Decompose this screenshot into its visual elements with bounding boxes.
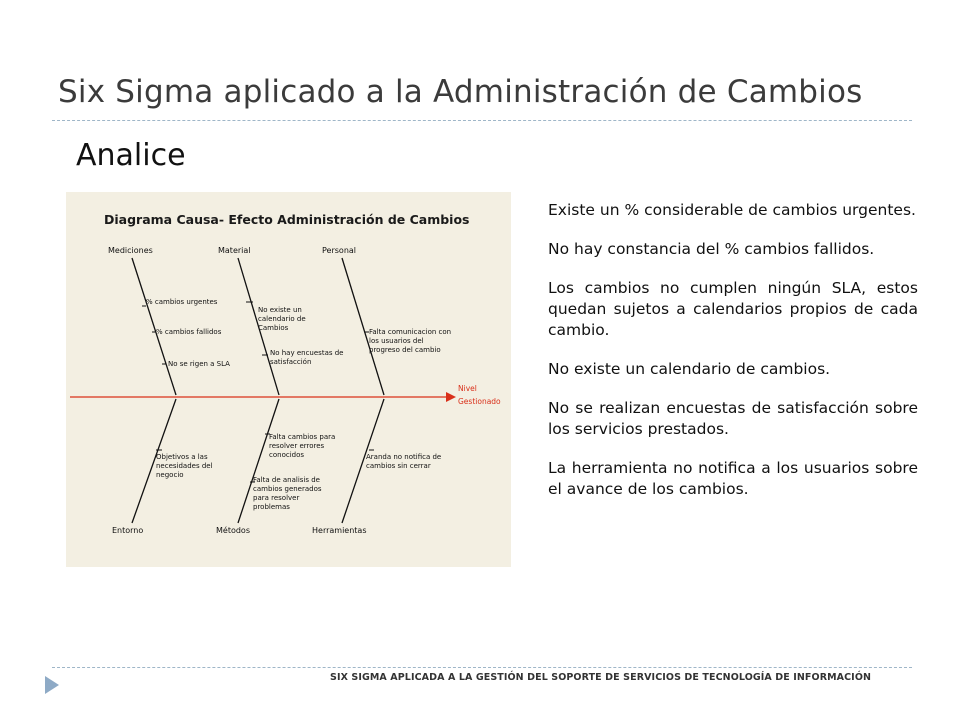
cause-personal-1-line3: progreso del cambio xyxy=(369,346,441,354)
footer-divider xyxy=(52,667,912,668)
cause-personal-1-line1: Falta comunicacion con xyxy=(369,328,452,336)
cause-metodos-1-line1: Falta cambios para xyxy=(269,433,336,441)
cause-material-2-line2: satisfacción xyxy=(270,358,312,366)
cause-personal-1-line2: los usuarios del xyxy=(369,337,424,345)
category-material: Material xyxy=(218,246,251,255)
effect-label-line2: Gestionado xyxy=(458,397,501,406)
bone-herramientas xyxy=(342,399,384,523)
footer-text: SIX SIGMA APLICADA A LA GESTIÓN DEL SOPORTE DE SERVICIOS DE TECNOLOGÍA DE INFORMACIÓN xyxy=(330,672,872,683)
category-mediciones: Mediciones xyxy=(108,246,153,255)
cause-mediciones-1: % cambios urgentes xyxy=(146,298,218,306)
effect-label-line1: Nivel xyxy=(458,384,477,393)
cause-herramientas-1-line1: Aranda no notifica de xyxy=(366,453,442,461)
cause-material-2-line1: No hay encuestas de xyxy=(270,349,344,357)
cause-metodos-2-line1: Falta de analisis de xyxy=(253,476,320,484)
fishbone-diagram xyxy=(66,192,511,567)
category-metodos: Métodos xyxy=(216,526,250,535)
bone-entorno xyxy=(132,399,176,523)
category-personal: Personal xyxy=(322,246,357,255)
category-entorno: Entorno xyxy=(112,526,144,535)
finding-3: Los cambios no cumplen ningún SLA, estos quedan sujetos a calendarios propios de cada cambio. xyxy=(548,279,918,339)
cause-material-1-line3: Cambios xyxy=(258,324,289,332)
cause-mediciones-2: % cambios fallidos xyxy=(156,328,222,336)
cause-entorno-1-line1: Objetivos a las xyxy=(156,453,208,461)
cause-metodos-2-line2: cambios generados xyxy=(253,485,322,493)
cause-material-1-line2: calendario de xyxy=(258,315,306,323)
cause-metodos-1-line2: resolver errores xyxy=(269,442,325,450)
bone-mediciones xyxy=(132,258,176,395)
cause-metodos-1-line3: conocidos xyxy=(269,451,305,459)
finding-6: La herramienta no notifica a los usuarios sobre el avance de los cambios. xyxy=(548,459,918,498)
cause-metodos-2-line3: para resolver xyxy=(253,494,300,502)
category-herramientas: Herramientas xyxy=(312,526,367,535)
diagram-title: Diagrama Causa- Efecto Administración de Cambios xyxy=(104,212,470,227)
cause-mediciones-3: No se rigen a SLA xyxy=(168,360,230,368)
cause-entorno-1-line3: negocio xyxy=(156,471,184,479)
slide-title: Six Sigma aplicado a la Administración de Cambios xyxy=(58,74,863,110)
title-divider xyxy=(52,120,912,121)
section-subtitle: Analice xyxy=(76,138,186,173)
triangle-bullet-icon xyxy=(45,676,59,694)
spine-arrowhead xyxy=(446,392,456,402)
findings-list xyxy=(548,200,918,518)
cause-entorno-1-line2: necesidades del xyxy=(156,462,213,470)
finding-2: No hay constancia del % cambios fallidos. xyxy=(548,240,875,258)
cause-metodos-2-line4: problemas xyxy=(253,503,290,511)
bone-personal xyxy=(342,258,384,395)
cause-material-1-line1: No existe un xyxy=(258,306,302,314)
finding-1: Existe un % considerable de cambios urgentes. xyxy=(548,201,916,219)
finding-4: No existe un calendario de cambios. xyxy=(548,360,831,378)
cause-herramientas-1-line2: cambios sin cerrar xyxy=(366,462,431,470)
finding-5: No se realizan encuestas de satisfacción sobre los servicios prestados. xyxy=(548,399,918,438)
